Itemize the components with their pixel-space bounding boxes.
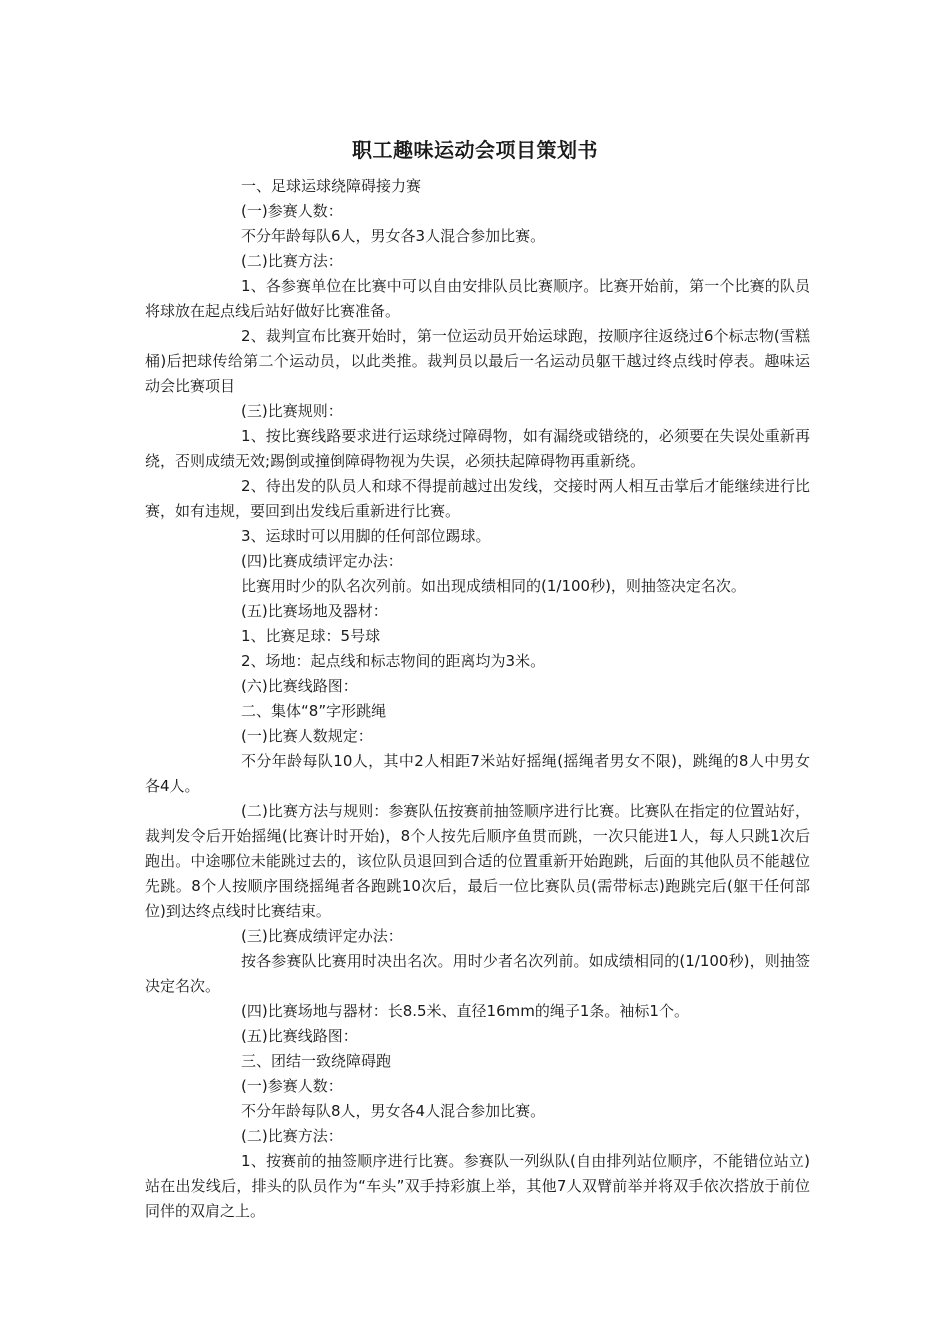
paragraph: (五)比赛场地及器材： [241,602,388,620]
paragraph: 不分年龄每队6人，男女各3人混合参加比赛。 [241,227,546,245]
paragraph: 一、足球运球绕障碍接力赛 [241,177,422,195]
paragraph: 2、裁判宣布比赛开始时，第一位运动员开始运球跑，按顺序往返绕过6个标志物(雪糕桶)后把球传给第二个运动员，以此类推。裁判员以最后一名运动员躯干越过终点线时停表。趣味运动会比赛项目 [145,327,810,395]
paragraph: 比赛用时少的队名次列前。如出现成绩相同的(1/100秒)，则抽签决定名次。 [241,577,746,595]
paragraph: (一)参赛人数： [241,1077,343,1095]
paragraph: (六)比赛线路图： [241,677,358,695]
paragraph: 2、待出发的队员人和球不得提前越过出发线，交接时两人相互击掌后才能继续进行比赛，如有违规，要回到出发线后重新进行比赛。 [145,477,810,520]
paragraph: (四)比赛场地与器材：长8.5米、直径16mm的绳子1条。袖标1个。 [241,1002,689,1020]
paragraph: 不分年龄每队10人，其中2人相距7米站好摇绳(摇绳者男女不限)，跳绳的8人中男女各4人。 [145,752,810,795]
paragraph: 不分年龄每队8人，男女各4人混合参加比赛。 [241,1102,546,1120]
paragraph: 2、场地：起点线和标志物间的距离均为3米。 [241,652,546,670]
paragraph: 3、运球时可以用脚的任何部位踢球。 [241,527,491,545]
document-body [145,174,810,1224]
paragraph: 1、比赛足球：5号球 [241,627,381,645]
paragraph: 按各参赛队比赛用时决出名次。用时少者名次列前。如成绩相同的(1/100秒)，则抽签决定名次。 [145,952,810,995]
paragraph: (二)比赛方法： [241,252,343,270]
paragraph: 1、按赛前的抽签顺序进行比赛。参赛队一列纵队(自由排列站位顺序，不能错位站立)站在出发线后，排头的队员作为“车头”双手持彩旗上举，其他7人双臂前举并将双手依次搭放于前位同伴的双肩之上。 [145,1152,810,1220]
paragraph: (五)比赛线路图： [241,1027,358,1045]
paragraph: (三)比赛规则： [241,402,343,420]
paragraph: (一)比赛人数规定： [241,727,373,745]
paragraph: (一)参赛人数： [241,202,343,220]
paragraph: (二)比赛方法： [241,1127,343,1145]
paragraph: 1、各参赛单位在比赛中可以自由安排队员比赛顺序。比赛开始前，第一个比赛的队员将球放在起点线后站好做好比赛准备。 [145,277,810,320]
paragraph: (三)比赛成绩评定办法： [241,927,403,945]
paragraph: 三、团结一致绕障碍跑 [241,1052,392,1070]
paragraph: (二)比赛方法与规则：参赛队伍按赛前抽签顺序进行比赛。比赛队在指定的位置站好，裁判发令后开始摇绳(比赛计时开始)，8个人按先后顺序鱼贯而跳，一次只能进1人，每人只跳1次后跑出。中途哪位未能跳过去的，该位队员退回到合适的位置重新开始跑跳，后面的其他队员不能越位先跳。8个人按顺序围绕摇绳者各跑跳10次后，最后一位比赛队员(需带标志)跑跳完后(躯干任何部位)到达终点线时比赛结束。 [145,802,810,920]
paragraph: (四)比赛成绩评定办法： [241,552,403,570]
paragraph: 1、按比赛线路要求进行运球绕过障碍物，如有漏绕或错绕的，必须要在失误处重新再绕，否则成绩无效;踢倒或撞倒障碍物视为失误，必须扶起障碍物再重新绕。 [145,427,810,470]
document-title: 职工趣味运动会项目策划书 [352,138,598,162]
paragraph: 二、集体“8”字形跳绳 [241,702,387,720]
